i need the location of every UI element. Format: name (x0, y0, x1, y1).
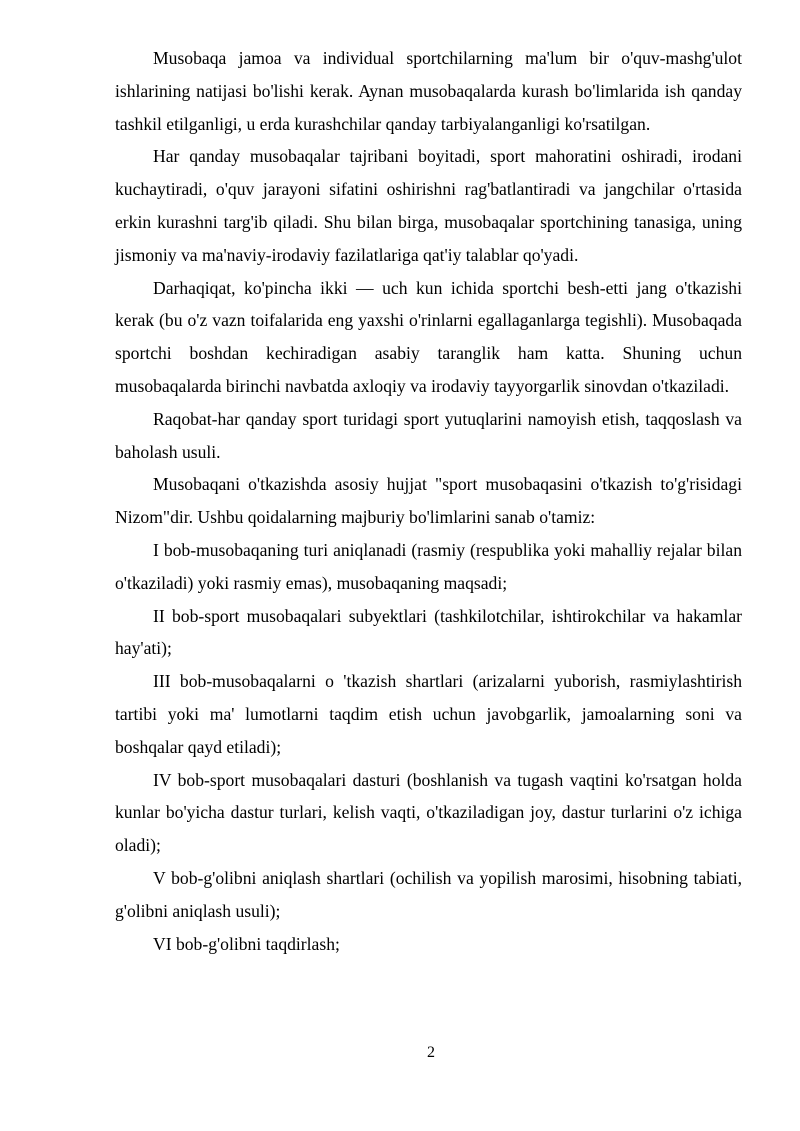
paragraph: II bob-sport musobaqalari subyektlari (tashkilotchilar, ishtirokchilar va hakamlar hay'ati); (115, 605, 742, 659)
paragraph: IV bob-sport musobaqalari dasturi (boshlanish va tugash vaqtini ko'rsatgan holda kunlar bo'yicha dastur turlari, kelish vaqti, o'tkaziladigan joy, dastur turlarini o'z ichiga oladi); (115, 769, 742, 856)
paragraph: Har qanday musobaqalar tajribani boyitadi, sport mahoratini oshiradi, irodani kuchaytiradi, o'quv jarayoni sifatini oshirishni rag'batlantiradi va jangchilar o'rtasida erkin kurashni targ'ib qiladi. Shu bilan birga, musobaqalar sportchining tanasiga, uning jismoniy va ma'naviy-irodaviy fazilatlariga qat'iy talablar qo'yadi. (115, 146, 742, 265)
paragraph: VI bob-g'olibni taqdirlash; (153, 933, 340, 954)
paragraph: I bob-musobaqaning turi aniqlanadi (rasmiy (respublika yoki mahalliy rejalar bilan o'tkaziladi) yoki rasmiy emas), musobaqaning maqsadi; (115, 539, 742, 593)
paragraph: Raqobat-har qanday sport turidagi sport yutuqlarini namoyish etish, taqqoslash va baholash usuli. (115, 408, 742, 462)
paragraph: Darhaqiqat, ko'pincha ikki — uch kun ichida sportchi besh-etti jang o'tkazishi kerak (bu o'z vazn toifalarida eng yaxshi o'rinlarni egallaganlarga tegishli). Musobaqada sportchi boshdan kechiradigan asabiy taranglik ham katta. Shuning uchun musobaqalarda birinchi navbatda axloqiy va irodaviy tayyorgarlik sinovdan o'tkaziladi. (115, 277, 742, 396)
paragraph: III bob-musobaqalarni o 'tkazish shartlari (arizalarni yuborish, rasmiylashtirish tartibi yoki ma' lumotlarni taqdim etish uchun javobgarlik, jamoalarning soni va boshqalar qayd etiladi); (115, 671, 742, 757)
paragraph: Musobaqani o'tkazishda asosiy hujjat "sport musobaqasini o'tkazish to'g'risidagi Nizom"dir. Ushbu qoidalarning majburiy bo'limlarini sanab o'tamiz: (115, 474, 742, 528)
document-body (115, 42, 742, 960)
page-number: 2 (427, 1044, 435, 1061)
paragraph: V bob-g'olibni aniqlash shartlari (ochilish va yopilish marosimi, hisobning tabiati, g'olibni aniqlash usuli); (115, 867, 742, 921)
paragraph: Musobaqa jamoa va individual sportchilarning ma'lum bir o'quv-mashg'ulot ishlarining natijasi bo'lishi kerak. Aynan musobaqalarda kurash bo'limlarida ish qanday tashkil etilganligi, u erda kurashchilar qanday tarbiyalanganligi ko'rsatilgan. (115, 48, 742, 134)
